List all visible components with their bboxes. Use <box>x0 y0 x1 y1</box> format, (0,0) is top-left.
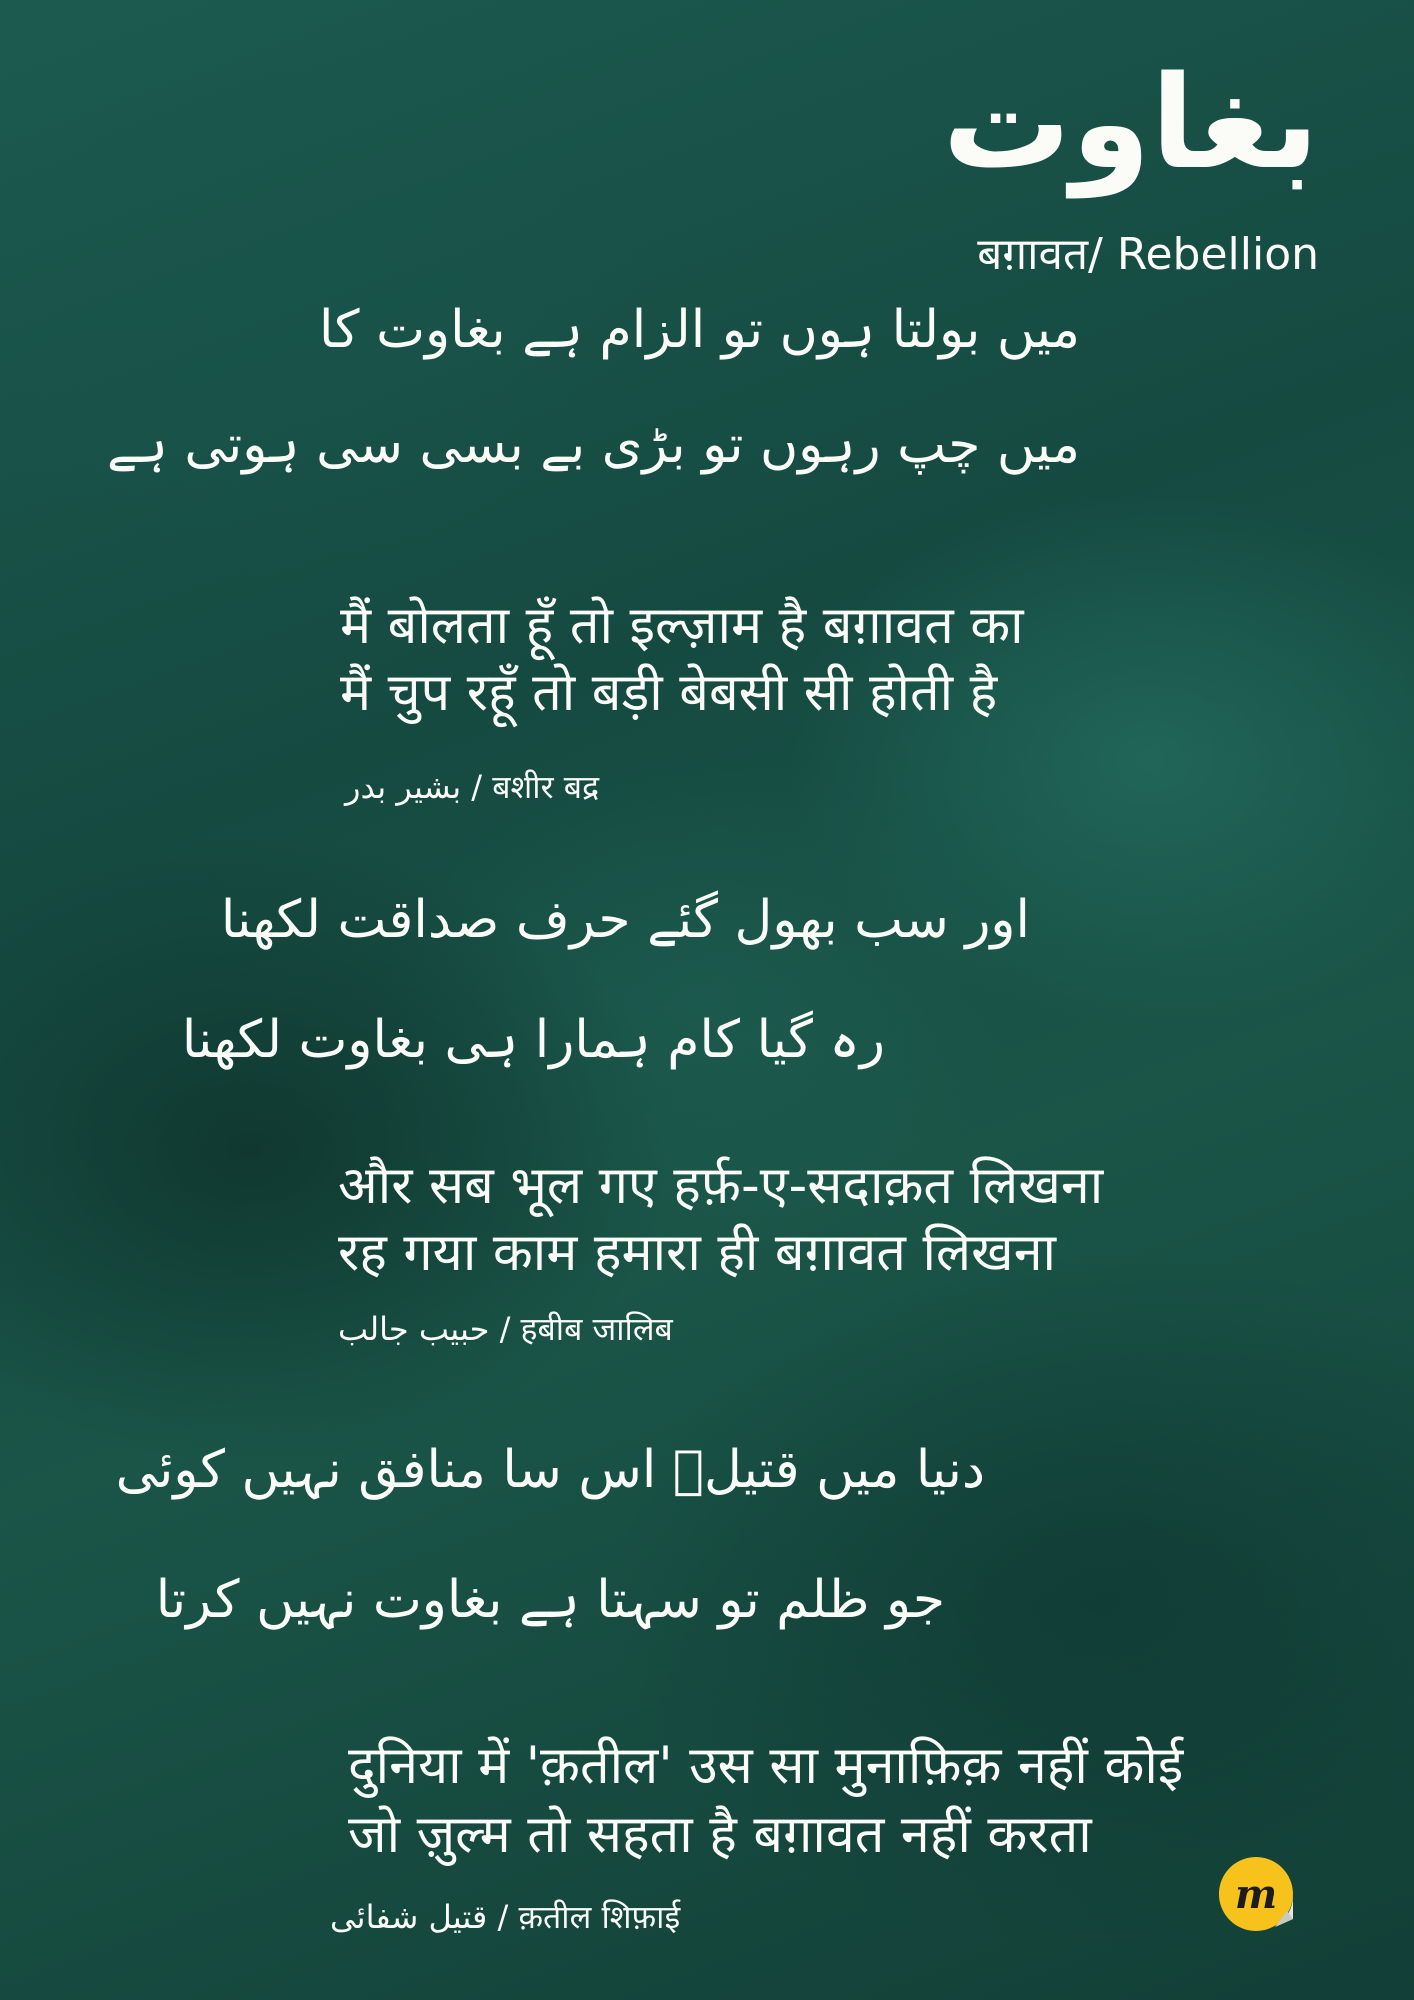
couplet-1-urdu-line-2: میں چپ رہوں تو بڑی بے بسی سی ہوتی ہے <box>106 415 1080 475</box>
title-urdu: بغاوت <box>942 49 1319 198</box>
brand-logo-letter: m <box>1234 1871 1278 1918</box>
brand-logo-icon <box>1215 1853 1297 1935</box>
couplet-3-urdu-line-1: دنیا میں قتیلؔ اس سا منافق نہیں کوئی <box>115 1440 985 1500</box>
couplet-3-poet: قتیل شفائی / क़तील शिफ़ाई <box>330 1898 681 1936</box>
couplet-1-urdu-line-1: میں بولتا ہوں تو الزام ہے بغاوت کا <box>318 300 1080 360</box>
couplet-1-hindi-line-1: मैं बोलता हूँ तो इल्ज़ाम है बग़ावत का <box>340 596 1024 656</box>
couplet-2-urdu-line-1: اور سب بھول گئے حرف صداقت لکھنا <box>220 890 1030 950</box>
couplet-1-poet: بشیر بدر / बशीर बद्र <box>345 768 600 806</box>
couplet-2-hindi-line-1: और सब भूल गए हर्फ़-ए-सदाक़त लिखना <box>338 1156 1104 1216</box>
brand-logo <box>1215 1853 1297 1935</box>
couplet-3-hindi-line-2: जो ज़ुल्म तो सहता है बग़ावत नहीं करता <box>348 1805 1092 1865</box>
couplet-1-hindi-line-2: मैं चुप रहूँ तो बड़ी बेबसी सी होती है <box>340 663 998 723</box>
couplet-2-urdu-line-2: رہ گیا کام ہمارا ہی بغاوت لکھنا <box>181 1010 885 1070</box>
couplet-2-poet: حبیب جالب / हबीब जालिब <box>338 1310 673 1348</box>
couplet-3-urdu-line-2: جو ظلم تو سہتا ہے بغاوت نہیں کرتا <box>155 1570 945 1630</box>
title-subtitle: बग़ावत/ Rebellion <box>977 229 1319 280</box>
couplet-3-hindi-line-1: दुनिया में 'क़तील' उस सा मुनाफ़िक़ नहीं कोई <box>348 1736 1184 1796</box>
couplet-2-hindi-line-2: रह गया काम हमारा ही बग़ावत लिखना <box>338 1223 1057 1283</box>
